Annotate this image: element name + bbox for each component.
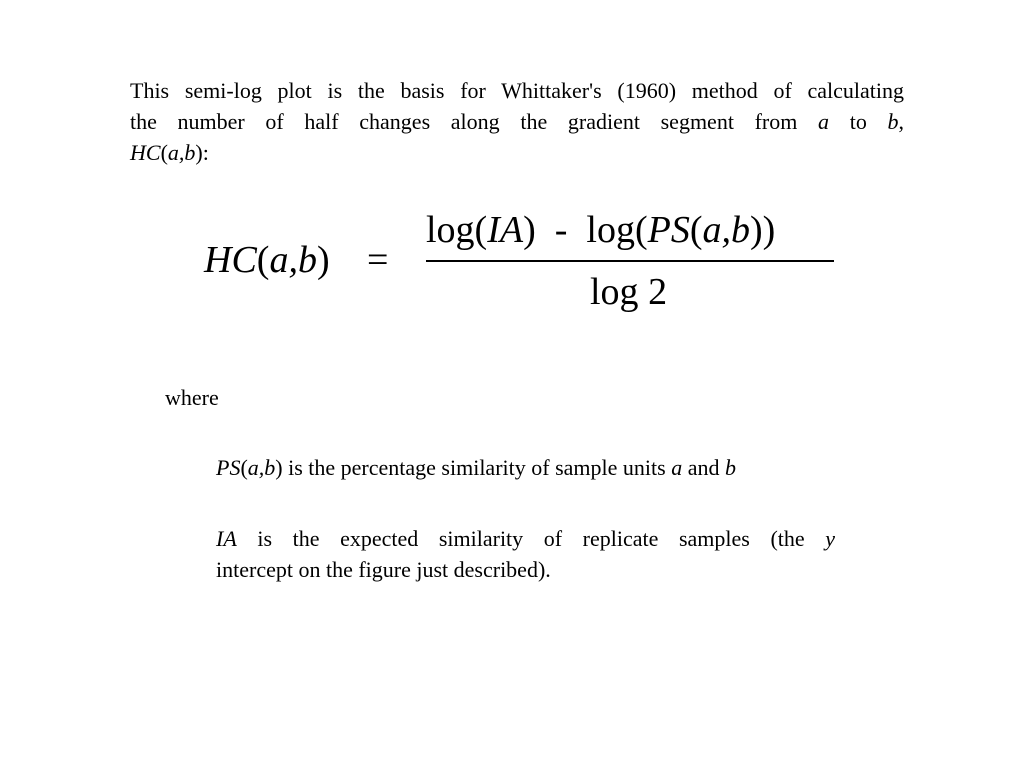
def-ps-close: ) [275, 455, 283, 480]
intro-line-2 [130, 106, 904, 137]
intro-comma: , [898, 109, 905, 134]
intro-text: the number of half changes along the gradient segment from [130, 109, 798, 134]
num-close-1: ) [523, 209, 536, 251]
num-ab: a,b [702, 209, 750, 251]
num-minus: - [554, 209, 568, 251]
def-ps-ab: a,b [247, 455, 276, 480]
fraction-numerator [426, 208, 775, 252]
def-ps-text: is the percentage similarity of sample units [282, 455, 672, 480]
hc-symbol: HC [130, 140, 161, 165]
def-ps-and: and [682, 455, 725, 480]
num-open-3: ( [689, 209, 703, 251]
fraction-bar [426, 260, 834, 262]
lhs-ab: a,b [269, 239, 317, 281]
lhs-paren-close: ) [316, 239, 330, 281]
def-ps-b: b [724, 455, 736, 480]
equation-lhs [204, 238, 330, 282]
definition-ia [216, 523, 835, 585]
equals-sign: = [367, 239, 389, 281]
num-close-3: )) [750, 209, 776, 251]
variable-a: a [818, 109, 830, 134]
paren-open: ( [160, 140, 168, 165]
def-ia-text-1: is the expected similarity of replicate samples (the [257, 526, 805, 551]
intro-line-1: This semi-log plot is the basis for Whittaker's (1960) method of calculating [130, 78, 904, 103]
lhs-hc: HC [204, 239, 257, 281]
paren-close-colon: ): [195, 140, 209, 165]
intro-paragraph [130, 75, 904, 168]
definition-ps [216, 454, 736, 482]
num-ia: IA [487, 209, 524, 251]
num-ps: PS [647, 209, 690, 251]
def-ps-symbol: PS [216, 455, 241, 480]
def-ps-a: a [671, 455, 683, 480]
def-ia-line-2: intercept on the figure just described). [216, 557, 551, 582]
intro-line-3 [130, 137, 904, 168]
lhs-paren-open: ( [256, 239, 270, 281]
fraction-denominator [590, 270, 667, 314]
def-ia-line-1 [216, 523, 835, 554]
def-ia-y: y [825, 526, 836, 551]
num-log-ia: log( [426, 209, 488, 251]
den-log: log [590, 271, 639, 313]
def-ia-symbol: IA [216, 526, 237, 551]
intro-to: to [849, 109, 867, 134]
hc-equation [204, 208, 844, 318]
num-log-ps: log( [586, 209, 648, 251]
ab-symbol: a,b [167, 140, 196, 165]
variable-b: b [887, 109, 899, 134]
den-two: 2 [648, 271, 668, 313]
where-label: where [165, 385, 219, 410]
def-ps-open: ( [240, 455, 248, 480]
